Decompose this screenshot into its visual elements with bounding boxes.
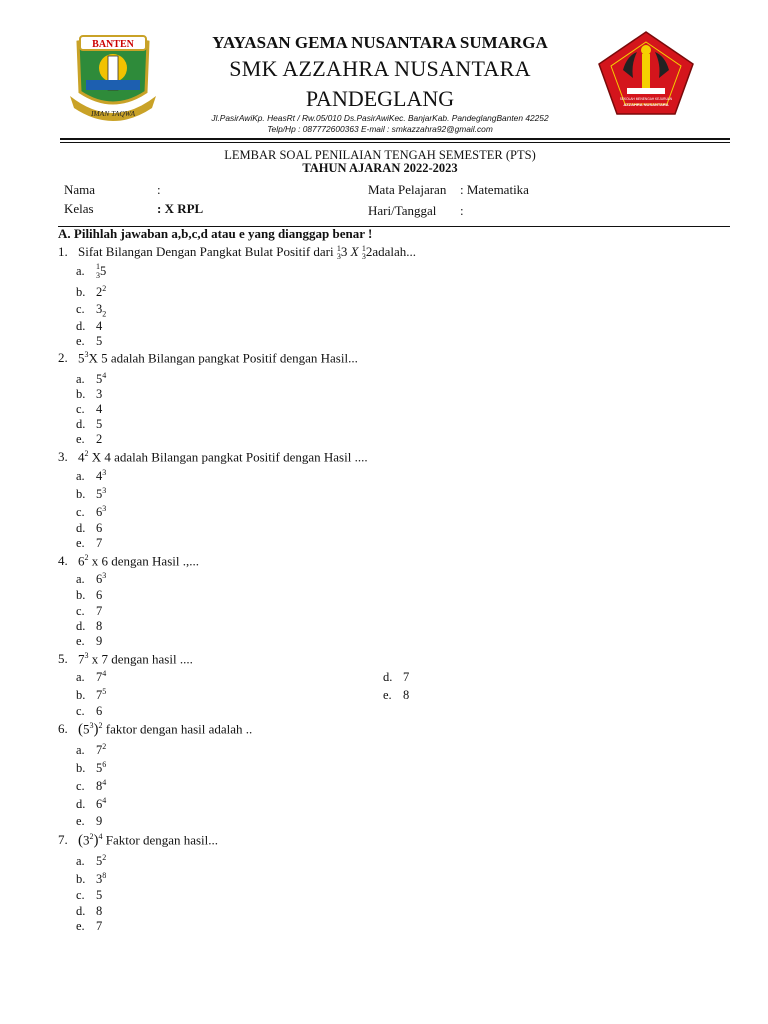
question-base: 3 bbox=[83, 832, 90, 848]
question-6 bbox=[58, 721, 252, 738]
option-letter: e. bbox=[76, 334, 85, 348]
option-value: 8 bbox=[96, 619, 103, 633]
option-2e[interactable] bbox=[76, 432, 102, 447]
question-outer-exponent: 4 bbox=[98, 832, 103, 841]
emblem-text-line2: AZZAHRA NUSANTARA bbox=[623, 102, 669, 107]
emblem-text-line1: SEKOLAH MENENGAH KEJURUAN bbox=[619, 97, 673, 101]
option-value: 9 bbox=[96, 814, 103, 828]
mapel-label: Mata Pelajaran bbox=[368, 182, 447, 197]
option-exponent: 4 bbox=[102, 669, 107, 678]
option-letter: a. bbox=[76, 670, 85, 685]
option-7e[interactable] bbox=[76, 919, 102, 934]
option-value: 7 bbox=[96, 743, 103, 758]
option-letter: c. bbox=[76, 505, 85, 520]
option-exponent: 3 bbox=[102, 468, 107, 477]
option-value: 5 bbox=[96, 888, 103, 902]
option-value: 6 bbox=[96, 797, 103, 812]
option-3c[interactable] bbox=[76, 504, 106, 520]
option-1c[interactable] bbox=[76, 302, 106, 319]
question-text: X 4 adalah Bilangan pangkat Positif dengan Hasil .... bbox=[88, 449, 368, 465]
option-value: 5 bbox=[96, 334, 103, 348]
option-letter: b. bbox=[76, 487, 86, 502]
question-number: 6. bbox=[58, 721, 68, 737]
option-1a[interactable] bbox=[76, 264, 106, 279]
option-2a[interactable] bbox=[76, 371, 106, 387]
option-letter: a. bbox=[76, 572, 85, 587]
option-value: 6 bbox=[96, 704, 103, 718]
option-letter: a. bbox=[76, 854, 85, 869]
question-base: 7 bbox=[78, 651, 85, 667]
option-2c[interactable] bbox=[76, 402, 102, 417]
option-4b[interactable] bbox=[76, 588, 102, 603]
question-exponent: 3 bbox=[84, 651, 89, 660]
school-name: SMK AZZAHRA NUSANTARA bbox=[229, 56, 531, 81]
option-value: 5 bbox=[100, 264, 107, 278]
banten-logo-text: BANTEN bbox=[92, 39, 134, 50]
option-letter: c. bbox=[76, 779, 85, 794]
option-value: 2 bbox=[96, 432, 103, 446]
option-6b[interactable] bbox=[76, 760, 106, 776]
option-letter: c. bbox=[76, 604, 85, 618]
question-text-end: adalah... bbox=[372, 244, 417, 259]
fraction-den: 3 bbox=[96, 271, 100, 280]
option-value: 8 bbox=[403, 688, 410, 702]
school-address: Jl.PasirAwiKp. HeasRt / Rw.05/010 Ds.PasirAwiKec. BanjarKab. PandeglangBanten 42252 bbox=[211, 113, 549, 123]
kelas-label: Kelas bbox=[64, 201, 94, 216]
question-base: 5 bbox=[78, 350, 85, 366]
option-exponent: 3 bbox=[102, 504, 107, 513]
option-letter: e. bbox=[383, 688, 392, 702]
exam-year: TAHUN AJARAN 2022-2023 bbox=[302, 161, 458, 175]
option-letter: c. bbox=[76, 302, 85, 316]
option-value: 6 bbox=[96, 521, 103, 535]
option-7a[interactable] bbox=[76, 853, 106, 869]
option-value: 5 bbox=[96, 417, 103, 431]
option-value: 3 bbox=[96, 387, 103, 401]
option-value: 7 bbox=[403, 670, 410, 684]
option-subscript: 2 bbox=[102, 309, 107, 319]
question-number: 3. bbox=[58, 449, 68, 465]
header-divider-thick bbox=[60, 138, 730, 140]
question-number: 2. bbox=[58, 350, 68, 366]
option-exponent: 6 bbox=[102, 760, 107, 769]
option-3a[interactable] bbox=[76, 468, 106, 484]
option-6d[interactable] bbox=[76, 796, 106, 812]
fraction-num: 1 bbox=[96, 262, 100, 271]
option-letter: c. bbox=[76, 704, 85, 718]
option-letter: d. bbox=[76, 619, 86, 633]
option-2d[interactable] bbox=[76, 417, 102, 432]
option-letter: e. bbox=[76, 634, 85, 648]
option-4e[interactable] bbox=[76, 634, 102, 649]
option-3b[interactable] bbox=[76, 486, 106, 502]
fraction-den: 3 bbox=[336, 252, 341, 261]
option-value: 5 bbox=[96, 761, 103, 776]
question-exponent: 2 bbox=[89, 832, 94, 841]
close-paren: ) bbox=[93, 832, 99, 849]
option-letter: a. bbox=[76, 743, 85, 758]
option-5b[interactable] bbox=[76, 687, 106, 703]
header-divider-thin bbox=[60, 142, 730, 143]
option-exponent: 3 bbox=[102, 571, 107, 580]
foundation-name: YAYASAN GEMA NUSANTARA SUMARGA bbox=[212, 33, 548, 52]
school-address-block bbox=[180, 113, 580, 135]
option-value: 6 bbox=[96, 572, 103, 587]
fraction-num: 1 bbox=[336, 244, 341, 253]
open-paren: ( bbox=[78, 832, 83, 849]
option-letter: b. bbox=[76, 285, 86, 300]
option-letter: b. bbox=[76, 688, 86, 703]
option-letter: d. bbox=[76, 521, 86, 535]
nama-label: Nama bbox=[64, 182, 96, 197]
option-3d[interactable] bbox=[76, 521, 102, 536]
option-value: 7 bbox=[96, 670, 103, 685]
option-letter: b. bbox=[76, 872, 86, 887]
question-number: 7. bbox=[58, 832, 68, 848]
question-text: Faktor dengan hasil... bbox=[102, 832, 219, 848]
question-outer-exponent: 2 bbox=[98, 721, 103, 730]
option-letter: c. bbox=[76, 402, 85, 416]
question-base: 4 bbox=[78, 449, 85, 465]
question-text: faktor dengan hasil adalah .. bbox=[102, 721, 253, 737]
banten-crest-logo bbox=[66, 34, 160, 126]
option-exponent: 2 bbox=[102, 284, 107, 293]
option-value: 8 bbox=[96, 779, 103, 794]
question-7 bbox=[58, 832, 218, 849]
option-value: 4 bbox=[96, 469, 103, 484]
option-3e[interactable] bbox=[76, 536, 102, 551]
option-letter: d. bbox=[76, 417, 86, 431]
option-letter: d. bbox=[76, 797, 86, 812]
question-exponent: 3 bbox=[84, 350, 89, 359]
option-value: 8 bbox=[96, 904, 103, 918]
option-value: 3 bbox=[96, 872, 103, 887]
school-emblem-logo bbox=[597, 30, 695, 116]
option-letter: e. bbox=[76, 432, 85, 446]
mapel-value: : Matematika bbox=[460, 182, 529, 197]
option-letter: c. bbox=[76, 888, 85, 902]
option-5e[interactable] bbox=[383, 688, 409, 703]
nama-value: : bbox=[157, 182, 161, 197]
option-letter: a. bbox=[76, 264, 85, 278]
option-letter: d. bbox=[76, 904, 86, 918]
section-a-instruction: A. Pilihlah jawaban a,b,c,d atau e yang dianggap benar ! bbox=[58, 226, 373, 241]
question-4 bbox=[58, 553, 199, 569]
hari-value: : bbox=[460, 203, 464, 218]
hari-label: Hari/Tanggal bbox=[368, 203, 437, 218]
fraction-den: 3 bbox=[361, 252, 366, 261]
option-7b[interactable] bbox=[76, 871, 106, 887]
question-text: x 6 dengan Hasil .,... bbox=[88, 553, 199, 569]
kelas-value: : X RPL bbox=[157, 201, 204, 216]
option-value: 9 bbox=[96, 634, 103, 648]
question-text: Sifat Bilangan Dengan Pangkat Bulat Positif dari bbox=[78, 244, 337, 259]
option-4a[interactable] bbox=[76, 571, 106, 587]
option-value: 7 bbox=[96, 919, 103, 933]
question-number: 5. bbox=[58, 651, 68, 667]
option-5a[interactable] bbox=[76, 669, 106, 685]
option-exponent: 4 bbox=[102, 796, 107, 805]
option-1e[interactable] bbox=[76, 334, 102, 349]
option-value: 4 bbox=[96, 402, 103, 416]
close-paren: ) bbox=[93, 721, 99, 738]
option-letter: d. bbox=[76, 319, 86, 333]
option-letter: b. bbox=[76, 387, 86, 401]
option-exponent: 4 bbox=[102, 778, 107, 787]
question-3 bbox=[58, 449, 368, 465]
option-value: 6 bbox=[96, 588, 103, 602]
option-value: 2 bbox=[96, 285, 103, 300]
option-value: 7 bbox=[96, 536, 103, 550]
option-value: 7 bbox=[96, 688, 103, 703]
option-letter: e. bbox=[76, 536, 85, 550]
option-1d[interactable] bbox=[76, 319, 102, 334]
option-exponent: 8 bbox=[102, 871, 107, 880]
option-value: 5 bbox=[96, 487, 103, 502]
exam-title: LEMBAR SOAL PENILAIAN TENGAH SEMESTER (PTS) bbox=[224, 148, 536, 162]
option-1b[interactable] bbox=[76, 284, 106, 300]
question-base: 6 bbox=[78, 553, 85, 569]
question-exponent: 2 bbox=[84, 449, 89, 458]
option-letter: e. bbox=[76, 814, 85, 828]
option-exponent: 4 bbox=[102, 371, 107, 380]
option-value: 5 bbox=[96, 854, 103, 869]
option-value: 7 bbox=[96, 604, 103, 618]
question-exponent: 2 bbox=[84, 553, 89, 562]
school-city: PANDEGLANG bbox=[305, 86, 455, 111]
option-5c[interactable] bbox=[76, 704, 102, 719]
option-letter: e. bbox=[76, 919, 85, 933]
option-6c[interactable] bbox=[76, 778, 106, 794]
fraction-num: 1 bbox=[361, 244, 366, 253]
question-base: 5 bbox=[83, 721, 90, 737]
option-2b[interactable] bbox=[76, 387, 102, 402]
option-exponent: 2 bbox=[102, 853, 107, 862]
question-number: 1. bbox=[58, 244, 68, 259]
option-letter: b. bbox=[76, 588, 86, 602]
option-4d[interactable] bbox=[76, 619, 102, 634]
option-letter: b. bbox=[76, 761, 86, 776]
option-letter: a. bbox=[76, 372, 85, 387]
option-letter: a. bbox=[76, 469, 85, 484]
option-4c[interactable] bbox=[76, 604, 102, 619]
option-letter: d. bbox=[383, 670, 393, 684]
open-paren: ( bbox=[78, 721, 83, 738]
option-7d[interactable] bbox=[76, 904, 102, 919]
option-exponent: 5 bbox=[102, 687, 107, 696]
question-2 bbox=[58, 350, 358, 366]
question-5 bbox=[58, 651, 193, 667]
option-value: 5 bbox=[96, 372, 103, 387]
question-text: x 7 dengan hasil .... bbox=[88, 651, 193, 667]
option-5d[interactable] bbox=[383, 670, 409, 685]
option-6e[interactable] bbox=[76, 814, 102, 829]
option-value: 6 bbox=[96, 505, 103, 520]
option-value: 3 bbox=[96, 302, 103, 316]
option-exponent: 2 bbox=[102, 742, 107, 751]
school-contact: Telp/Hp : 087772600363 E-mail : smkazzahra92@gmail.com bbox=[267, 124, 493, 134]
question-text: X 5 adalah Bilangan pangkat Positif dengan Hasil... bbox=[88, 350, 358, 366]
question-number: 4. bbox=[58, 553, 68, 569]
option-7c[interactable] bbox=[76, 888, 102, 903]
iman-taqwa-text: IMAN TAQWA bbox=[90, 109, 136, 118]
question-1: 1. Sifat Bilangan Dengan Pangkat Bulat Positif dari $^1_3$3 X $^1_3$2adalah... bbox=[58, 244, 417, 261]
option-exponent: 3 bbox=[102, 486, 107, 495]
option-value: 4 bbox=[96, 319, 103, 333]
question-exponent: 3 bbox=[89, 721, 94, 730]
option-6a[interactable] bbox=[76, 742, 106, 758]
